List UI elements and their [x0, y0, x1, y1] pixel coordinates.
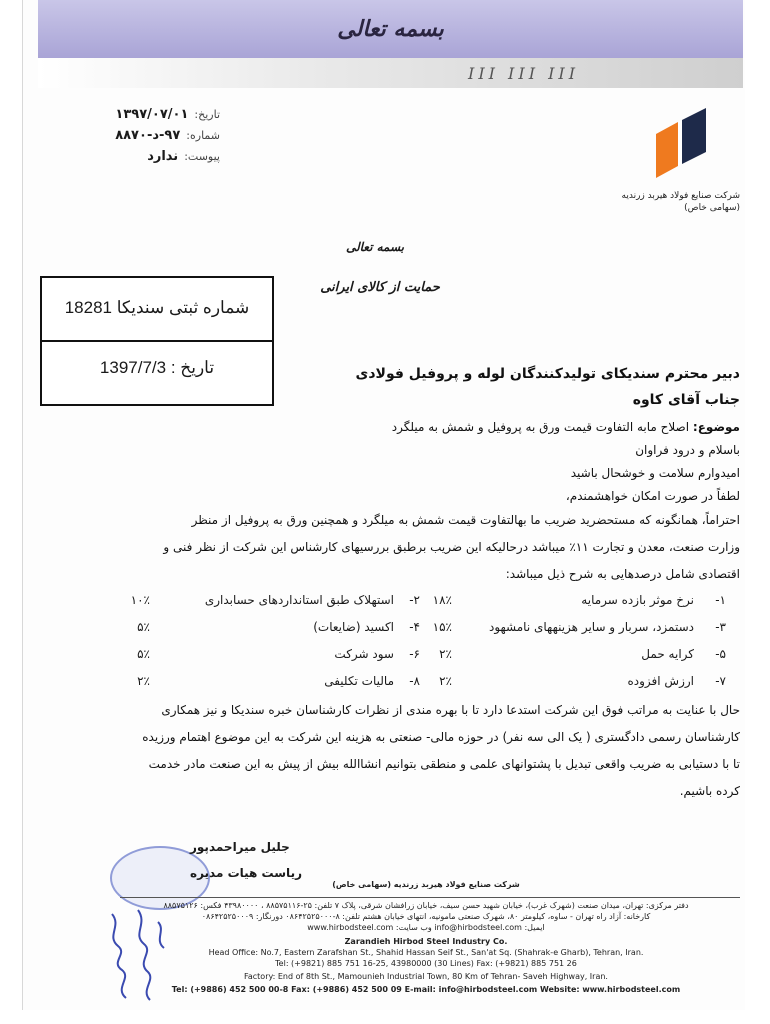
items-row-4	[50, 674, 740, 696]
company-type: (سهامی خاص)	[684, 203, 740, 213]
item-5-num: ۵-	[715, 647, 726, 661]
greeting-1: باسلام و درود فراوان	[635, 443, 740, 457]
items-row-2	[50, 620, 740, 642]
footer-contact-en: Tel: (+9886) 452 500 00-8 Fax: (+9886) 452 500 09 E-mail: info@hirbodsteel.com Website: www.hirbodsteel.com	[171, 985, 681, 994]
footer-web-fa: ایمیل: info@hirbodsteel.com وب سایت: www.hirbodsteel.com	[307, 923, 545, 932]
item-2-label: استهلاک طبق استانداردهای حسابداری	[204, 593, 394, 607]
items-row-3	[50, 647, 740, 669]
footer-hq-en: Head Office: No.7, Eastern Zarafshan St., Shahid Hassan Seif St., San'at Sq. (Shahrak-e Gharb), Tehran, Iran.	[208, 948, 644, 957]
footer-company-fa: شرکت صنایع فولاد هیربد زرندیه (سهامی خاص)	[332, 880, 520, 889]
item-6-num: ۶-	[409, 647, 420, 661]
registry-date: تاریخ : 1397/7/3	[99, 358, 215, 377]
items-row-1	[50, 593, 740, 615]
paragraph-2-line-3: تا با دستیابی به ضریب واقعی تبدیل با پشتوانهای علمی و منطقی بتوانیم انشاالله بیش از پیش به این صنعت مادر خدمت	[148, 757, 740, 771]
greeting-3: لطفاً در صورت امکان خواهشمندم،	[565, 489, 740, 503]
header-strip	[38, 58, 743, 88]
item-4-label: اکسید (ضایعات)	[313, 620, 394, 634]
company-logo-icon	[648, 108, 710, 180]
header-bismillah: بسمه تعالی	[337, 16, 444, 42]
paragraph-2-line-4: کرده باشیم.	[679, 784, 740, 798]
registry-number: شماره ثبتی سندیکا 18281	[64, 298, 250, 317]
addressee: دبیر محترم سندیکای تولیدکنندگان لوله و پروفیل فولادی	[355, 366, 740, 382]
item-1-label: نرخ موثر بازده سرمایه	[581, 593, 694, 607]
item-3-pct: ۱۵٪	[432, 620, 452, 634]
item-3-label: دستمزد، سربار و سایر هزینههای نامشهود	[488, 620, 694, 634]
slogan: حمایت از کالای ایرانی	[320, 280, 440, 295]
footer-tel-en: Tel: (+9821) 885 751 16-25, 43980000 (30 Lines) Fax: (+9821) 885 751 26	[275, 959, 577, 968]
item-8-pct: ۲٪	[137, 674, 150, 688]
header-strip-mark: III III III	[468, 64, 580, 83]
item-6-pct: ۵٪	[137, 647, 150, 661]
footer-factory-fa: کارخانه: آزاد راه تهران - ساوه، کیلومتر ۸۰، شهرک صنعتی مامونیه، انتهای خیابان هشتم تلفن: ۸-۰۸۶۴۲۵۲۵۰۰۰ دورنگار: ۰۸۶۴۲۵۲۵۰۰۰۹	[201, 912, 651, 921]
footer-divider	[120, 897, 740, 898]
subject-label: موضوع:	[692, 420, 740, 434]
number-label: شماره:	[186, 129, 220, 142]
paragraph-2-line-2: کارشناسان رسمی دادگستری ( یک الی سه نفر) در حوزه مالی- صنعتی به هزینه این شرکت به این موضوع اهتمام ورزیده	[142, 730, 740, 744]
item-4-pct: ۵٪	[137, 620, 150, 634]
paragraph-2-line-1: حال با عنایت به مراتب فوق این شرکت استدعا دارد تا با بهره مندی از نظرات کارشناسان خبره سندیکا و نیز همکاری	[161, 703, 740, 717]
signatory-name: جلیل میراحمدپور	[190, 840, 290, 854]
greeting-2: امیدوارم سلامت و خوشحال باشید	[570, 466, 740, 480]
item-4-num: ۴-	[409, 620, 420, 634]
item-5-pct: ۲٪	[439, 647, 452, 661]
letter-meta	[70, 104, 220, 167]
date-value: ۱۳۹۷/۰۷/۰۱	[115, 107, 189, 122]
item-1-pct: ۱۸٪	[432, 593, 452, 607]
attachment-row	[70, 146, 220, 167]
company-name-block	[590, 190, 740, 214]
number-row	[70, 125, 220, 146]
footer-company-en: Zarandieh Hirbod Steel Industry Co.	[344, 937, 508, 946]
company-name: شرکت صنایع فولاد هیربد زرندیه	[621, 191, 740, 201]
body-bismillah: بسمه تعالی	[345, 240, 405, 254]
item-7-label: ارزش افزوده	[627, 674, 694, 688]
item-2-num: ۲-	[409, 593, 420, 607]
date-label: تاریخ:	[194, 108, 220, 121]
footer-hq-fa: دفتر مرکزی: تهران، میدان صنعت (شهرک غرب)، خیابان شهید حسن سیف، خیابان زرافشان شرقی، پلاک ۷ تلفن: ۲۵-۸۸۵۷۵۱۱۶ ، ۴۳۹۸۰۰۰۰ فکس: ۸۸۵۷۵۱۲۶	[163, 901, 689, 910]
item-8-num: ۸-	[409, 674, 420, 688]
item-7-pct: ۲٪	[439, 674, 452, 688]
paragraph-1-line-3: اقتصادی شامل درصدهایی به شرح ذیل میباشد:	[505, 567, 740, 581]
subject-text: اصلاح مابه التفاوت قیمت ورق به پروفیل و شمش به میلگرد	[391, 420, 690, 434]
item-6-label: سود شرکت	[334, 647, 394, 661]
item-8-label: مالیات تکلیفی	[324, 674, 394, 688]
paragraph-1-line-2: وزارت صنعت، معدن و تجارت ۱۱٪ میباشد درحالیکه این ضریب برطبق بررسیهای کارشناس این شرکت از نظر فنی و	[163, 540, 740, 554]
footer-factory-en: Factory: End of 8th St., Mamounieh Industrial Town, 80 Km of Tehran- Saveh Highway, Iran.	[244, 972, 608, 981]
registry-stamp	[40, 276, 274, 406]
item-3-num: ۳-	[715, 620, 726, 634]
header-band	[38, 0, 743, 58]
item-7-num: ۷-	[715, 674, 726, 688]
item-5-label: کرایه حمل	[641, 647, 694, 661]
item-2-pct: ۱۰٪	[130, 593, 150, 607]
attachment-value: ندارد	[147, 149, 179, 164]
item-1-num: ۱-	[715, 593, 726, 607]
date-row	[70, 104, 220, 125]
signatory-title: ریاست هیات مدیره	[190, 866, 302, 880]
number-value: ۹۷-د-۸۸۷۰	[115, 128, 181, 143]
recipient: جناب آقای کاوه	[632, 392, 740, 408]
subject-line	[60, 420, 740, 434]
attachment-label: پیوست:	[184, 150, 220, 163]
registry-divider	[42, 340, 272, 342]
paragraph-1-line-1: احتراماً، همانگونه که مستحضرید ضریب ما بهالتفاوت قیمت شمش به میلگرد و همچنین ورق به پروفیل از منظر	[191, 513, 740, 527]
